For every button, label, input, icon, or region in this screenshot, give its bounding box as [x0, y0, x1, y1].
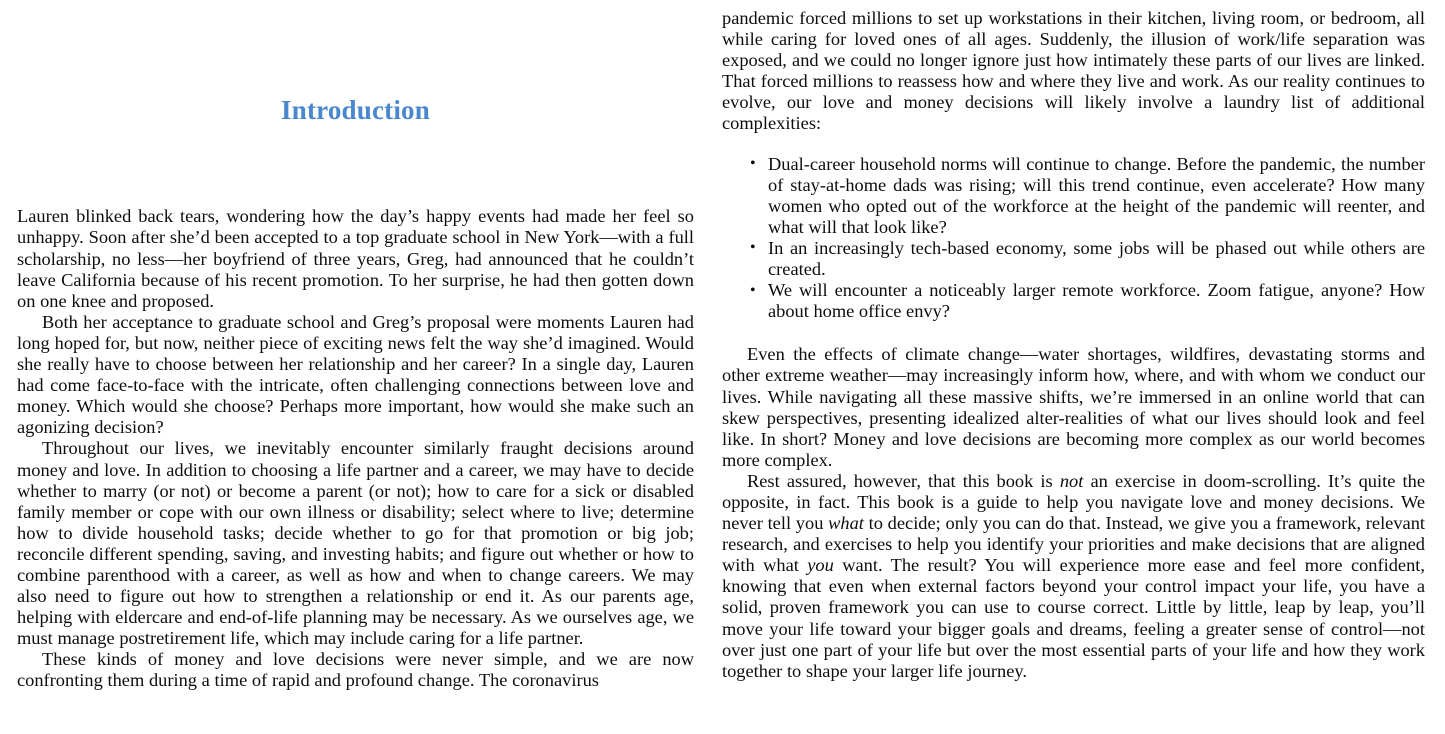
complexities-bullet-list — [722, 154, 1425, 323]
paragraph-rest-assured — [722, 471, 1425, 682]
left-column — [0, 0, 722, 734]
list-item: • In an increasingly tech-based economy, some jobs will be phased out while others are created. — [722, 238, 1425, 280]
list-item: • Dual-career household norms will continue to change. Before the pandemic, the number of stay-at-home dads was rising; will this trend continue, even accelerate? How many women who opted out of the workforce at the height of the pandemic will reenter, and what will that look like? — [722, 154, 1425, 238]
emphasis-you: you — [807, 555, 834, 576]
paragraph-money-love-decisions: These kinds of money and love decisions were never simple, and we are now confronting them during a time of rapid and profound change. The coronavirus — [17, 649, 694, 691]
text-segment: an exercise in doom-scrolling. It’s quite the opposite, in fact. This book is a guide to help you navigate love and money decisions. We never tell you — [722, 470, 1425, 534]
text-segment: to decide; only you can do that. Instead, we give you a framework, relevant research, and exercises to help you identify your priorities and make decisions that are aligned with what — [722, 513, 1425, 576]
paragraph-acceptance: Both her acceptance to graduate school and Greg’s proposal were moments Lauren had long hoped for, but now, neither piece of exciting news felt the way she’d imagined. Would she really have to choose between her relationship and her career? In a single day, Lauren had come face-to-face with the intricate, often challenging connections between love and money. Which would she choose? Perhaps more important, how would she make such an agonizing decision? — [17, 311, 694, 438]
text-segment: want. The result? You will experience more ease and feel more confident, knowing that even when external factors beyond your control impact your life, you have a solid, proven framework you can use to course correct. Little by little, leap by leap, you’ll move your life toward your bigger goals and dreams, feeling a greater sense of control—not over just one part of your life but over the most essential parts of your life and how they work together to shape your larger life journey. — [722, 555, 1425, 681]
list-item: • We will encounter a noticeably larger remote workforce. Zoom fatigue, anyone? How about home office envy? — [722, 280, 1425, 322]
paragraph-climate-change: Even the effects of climate change—water shortages, wildfires, devastating storms and other extreme weather—may increasingly inform how, where, and with whom we conduct our lives. While navigating all these massive shifts, we’re immersed in an online world that can skew perspectives, presenting idealized alter-realities of what our lives should look and feel like. In short? Money and love decisions are becoming more complex as our world becomes more complex. — [722, 344, 1425, 470]
right-column — [722, 0, 1445, 734]
title-spacer — [17, 126, 694, 206]
text-segment: Rest assured, however, that this book is — [747, 470, 1060, 491]
chapter-title: Introduction — [281, 95, 430, 125]
paragraph-throughout-lives: Throughout our lives, we inevitably encounter similarly fraught decisions around money and love. In addition to choosing a life partner and a career, we may have to decide whether to marry (or not) or become a parent (or not); how to care for a sick or disabled family member or cope with our own illness or disability; select where to live; determine how to divide household tasks; decide whether to go for that promotion or big job; reconcile different spending, saving, and investing habits; and figure out whether or how to combine parenthood with a career, as well as how and when to change careers. We may also need to figure out how to strengthen a relationship or end it. As our parents age, helping with eldercare and end-of-life planning may be necessary. As we ourselves age, we must manage postretirement life, which may include caring for a life partner. — [17, 438, 694, 649]
emphasis-not: not — [1059, 470, 1084, 491]
paragraph-lauren-intro: Lauren blinked back tears, wondering how the day’s happy events had made her feel so unhappy. Soon after she’d been accepted to a top graduate school in New York—with a full scholarship, no less—her boyfriend of three years, Greg, had announced that he couldn’t leave California because of his recent promotion. To her surprise, he had then gotten down on one knee and proposed. — [17, 206, 694, 311]
list-spacer — [722, 322, 1425, 344]
emphasis-what: what — [828, 513, 864, 534]
paragraph-pandemic-continuation: pandemic forced millions to set up workstations in their kitchen, living room, or bedroom, all while caring for loved ones of all ages. Suddenly, the illusion of work/life separation was exposed, and we could no longer ignore just how intimately these parts of our lives are linked. That forced millions to reassess how and where they live and work. As our reality continues to evolve, our love and money decisions will likely involve a laundry list of additional complexities: — [722, 8, 1425, 134]
